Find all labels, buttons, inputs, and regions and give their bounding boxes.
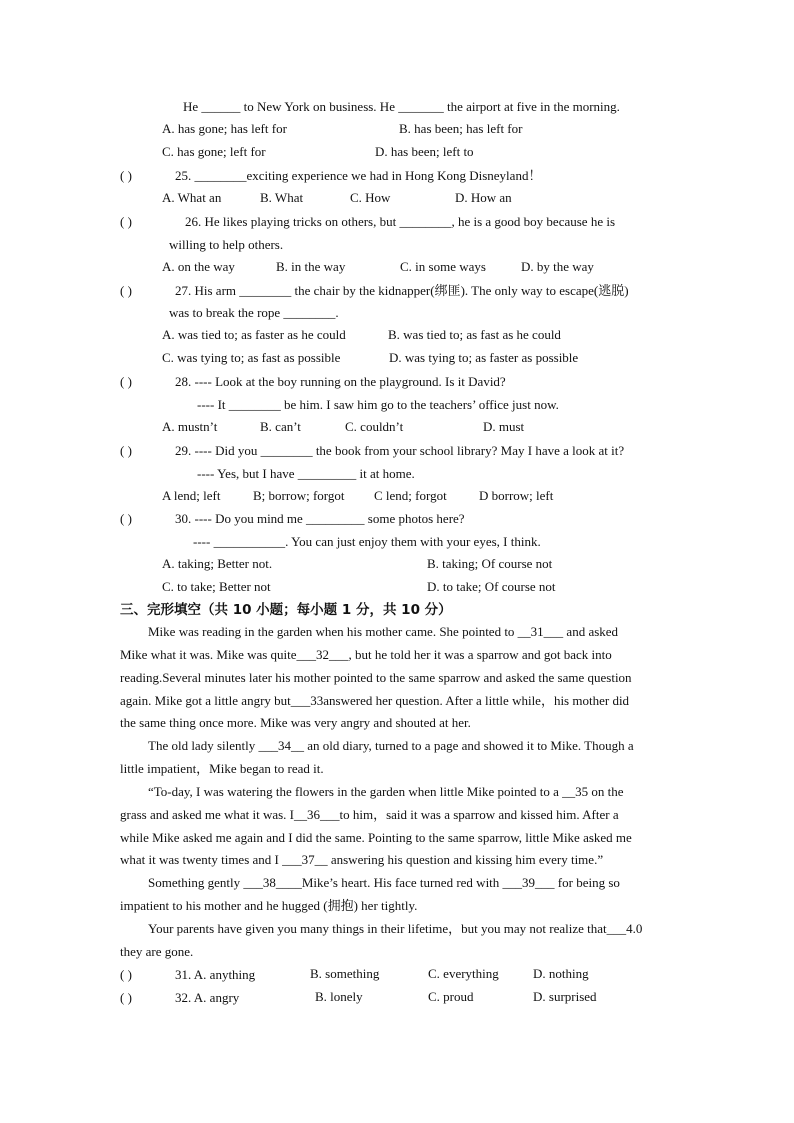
q30-option-b: B. taking; Of course not <box>427 556 553 571</box>
q28-option-a: A. mustn’t <box>162 419 218 434</box>
q31-answer-blank[interactable]: ( ) <box>120 967 132 982</box>
q27-option-c: C. was tying to; as fast as possible <box>162 350 341 365</box>
q30-stem-line2: ---- ___________. You can just enjoy them with your eyes, I think. <box>193 534 541 549</box>
passage-line: they are gone. <box>120 944 194 959</box>
passage-line: while Mike asked me again and I did the same. Pointing to the same sparrow, little Mike asked me <box>120 830 632 845</box>
q24-option-a: A. has gone; has left for <box>162 121 287 136</box>
q26-option-b: B. in the way <box>276 259 346 274</box>
q32-answer-blank[interactable]: ( ) <box>120 990 132 1005</box>
passage-line: Mike what it was. Mike was quite___32___, but he told her it was a sparrow and got back into <box>120 647 612 662</box>
q24-stem: He ______ to New York on business. He _______ the airport at five in the morning. <box>183 99 620 114</box>
passage-line: “To-day, I was watering the flowers in the garden when little Mike pointed to a __35 on the <box>148 784 624 799</box>
passage-line: reading.Several minutes later his mother pointed to the same sparrow and asked the same question <box>120 670 632 685</box>
q32-option-d: D. surprised <box>533 989 597 1004</box>
q25-option-d: D. How an <box>455 190 512 205</box>
q27-option-a: A. was tied to; as faster as he could <box>162 327 346 342</box>
q26-answer-blank[interactable]: ( ) <box>120 214 132 229</box>
q31-option-b: B. something <box>310 966 380 981</box>
q30-option-a: A. taking; Better not. <box>162 556 273 571</box>
q26-stem-line1: 26. He likes playing tricks on others, but ________, he is a good boy because he is <box>185 214 616 229</box>
passage-line: impatient to his mother and he hugged (拥抱) her tightly. <box>120 898 418 913</box>
q27-stem-line2: was to break the rope ________. <box>169 305 339 320</box>
q28-answer-blank[interactable]: ( ) <box>120 374 132 389</box>
q26-option-d: D. by the way <box>521 259 594 274</box>
section-title: 三、完形填空（共 10 小题；每小题 1 分，共 10 分） <box>120 602 452 618</box>
q29-stem-line2: ---- Yes, but I have _________ it at home. <box>197 466 415 481</box>
q30-option-d: D. to take; Of course not <box>427 579 556 594</box>
q32-option-b: B. lonely <box>315 989 363 1004</box>
q25-answer-blank[interactable]: ( ) <box>120 168 132 183</box>
q24-option-d: D. has been; left to <box>375 144 474 159</box>
q25-option-c: C. How <box>350 190 391 205</box>
q29-stem-line1: 29. ---- Did you ________ the book from your school library? May I have a look at it? <box>175 443 625 458</box>
q32-option-c: C. proud <box>428 989 474 1004</box>
q24-option-c: C. has gone; left for <box>162 144 266 159</box>
passage-line: the same thing once more. Mike was very angry and shouted at her. <box>120 715 471 730</box>
q29-answer-blank[interactable]: ( ) <box>120 443 132 458</box>
q29-option-a: A lend; left <box>162 488 221 503</box>
q29-option-c: C lend; forgot <box>374 488 447 503</box>
passage-line: what it was twenty times and I ___37__ answering his question and kissing him every time.” <box>120 852 604 867</box>
q27-option-b: B. was tied to; as fast as he could <box>388 327 561 342</box>
q29-option-b: B; borrow; forgot <box>253 488 345 503</box>
passage-line: Mike was reading in the garden when his mother came. She pointed to __31___ and asked <box>148 624 619 639</box>
q31-stem: 31. A. anything <box>175 967 256 982</box>
q25-option-a: A. What an <box>162 190 222 205</box>
q32-stem: 32. A. angry <box>175 990 240 1005</box>
q25-option-b: B. What <box>260 190 304 205</box>
passage-line: The old lady silently ___34__ an old diary, turned to a page and showed it to Mike. Though a <box>148 738 634 753</box>
passage-line: again. Mike got a little angry but___33answered her question. After a little while，his mother did <box>120 693 630 708</box>
q31-option-d: D. nothing <box>533 966 589 981</box>
q30-option-c: C. to take; Better not <box>162 579 271 594</box>
q25-stem: 25. ________exciting experience we had in Hong Kong Disneyland！ <box>175 168 542 183</box>
q31-option-c: C. everything <box>428 966 499 981</box>
q30-answer-blank[interactable]: ( ) <box>120 511 132 526</box>
q28-option-b: B. can’t <box>260 419 301 434</box>
q24-option-b: B. has been; has left for <box>399 121 523 136</box>
q27-option-d: D. was tying to; as faster as possible <box>389 350 579 365</box>
passage-line: little impatient，Mike began to read it. <box>120 761 324 776</box>
passage-line: Something gently ___38____Mike’s heart. His face turned red with ___39___ for being so <box>148 875 620 890</box>
passage-line: Your parents have given you many things in their lifetime，but you may not realize that___4.0 <box>148 921 643 936</box>
q29-option-d: D borrow; left <box>479 488 554 503</box>
q27-answer-blank[interactable]: ( ) <box>120 283 132 298</box>
q28-stem-line2: ---- It ________ be him. I saw him go to the teachers’ office just now. <box>197 397 559 412</box>
q26-stem-line2: willing to help others. <box>169 237 284 252</box>
q28-option-c: C. couldn’t <box>345 419 404 434</box>
q28-option-d: D. must <box>483 419 525 434</box>
q28-stem-line1: 28. ---- Look at the boy running on the playground. Is it David? <box>175 374 506 389</box>
q26-option-a: A. on the way <box>162 259 235 274</box>
passage-line: grass and asked me what it was. I__36___to him，said it was a sparrow and kissed him. After a <box>120 807 619 822</box>
q26-option-c: C. in some ways <box>400 259 486 274</box>
q30-stem-line1: 30. ---- Do you mind me _________ some photos here? <box>175 511 465 526</box>
q27-stem-line1: 27. His arm ________ the chair by the kidnapper(绑匪). The only way to escape(逃脱) <box>175 283 629 298</box>
